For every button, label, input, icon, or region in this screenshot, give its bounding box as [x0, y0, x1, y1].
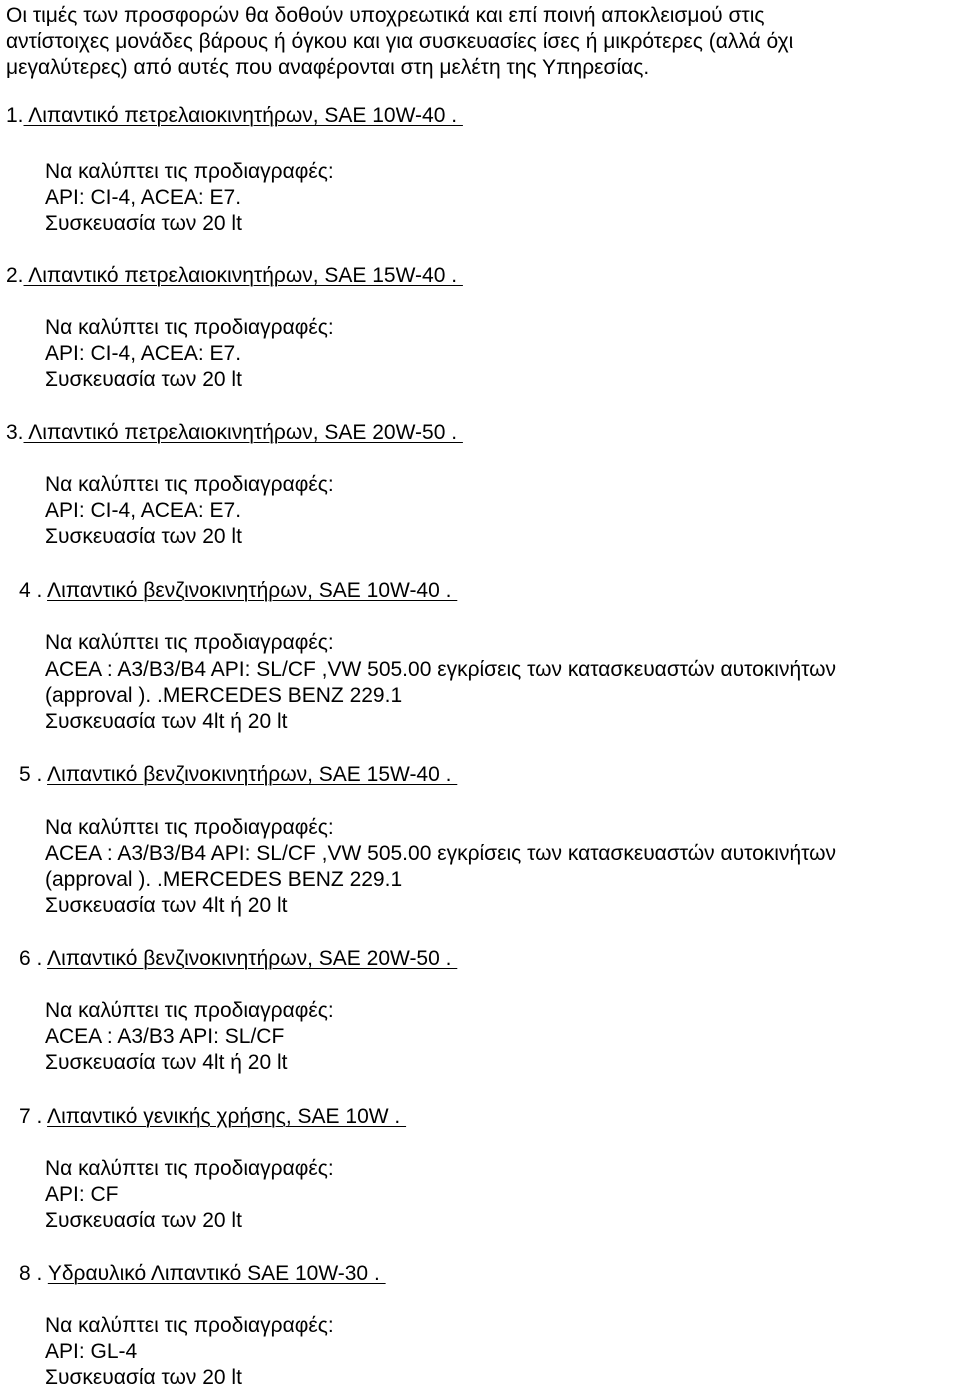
item-1-package: Συσκευασία των 20 lt — [45, 212, 242, 235]
item-number: 6 . — [19, 947, 43, 970]
item-8-package: Συσκευασία των 20 lt — [45, 1366, 242, 1389]
item-5-spec-line-1: ACEA : A3/B3/B4 API: SL/CF ,VW 505.00 εγκρίσεις των κατασκευαστών αυτοκινήτων — [45, 842, 837, 865]
item-3-title — [6, 420, 463, 446]
item-title-text: Λιπαντικό βενζινοκινητήρων, SAE 20W-50 . — [47, 947, 458, 970]
intro-line-3: μεγαλύτερες) από αυτές που αναφέρονται στη μελέτη της Υπηρεσίας. — [6, 56, 650, 79]
item-title-text: Λιπαντικό πετρελαιοκινητήρων, SAE 15W-40 . — [23, 264, 463, 287]
item-5-package: Συσκευασία των 4lt ή 20 lt — [45, 894, 288, 917]
item-1-spec-line-1: API: CI-4, ACEA: E7. — [45, 186, 242, 209]
item-title-text: Λιπαντικό πετρελαιοκινητήρων, SAE 10W-40 . — [23, 104, 463, 127]
item-1-spec-label: Να καλύπτει τις προδιαγραφές: — [45, 160, 334, 183]
item-4-spec-line-1: ACEA : A3/B3/B4 API: SL/CF ,VW 505.00 εγκρίσεις των κατασκευαστών αυτοκινήτων — [45, 658, 837, 681]
intro-paragraph — [6, 3, 954, 81]
item-3-spec-line-1: API: CI-4, ACEA: E7. — [45, 499, 242, 522]
item-number: 2. — [6, 264, 24, 287]
item-7-spec-line-1: API: CF — [45, 1183, 119, 1206]
item-6-package: Συσκευασία των 4lt ή 20 lt — [45, 1051, 288, 1074]
item-number: 1. — [6, 104, 24, 127]
item-number: 3. — [6, 421, 24, 444]
item-8-spec-line-1: API: GL-4 — [45, 1340, 138, 1363]
item-5-spec-line-2: (approval ). .MERCEDES BENZ 229.1 — [45, 868, 403, 891]
item-7-spec-label: Να καλύπτει τις προδιαγραφές: — [45, 1157, 334, 1180]
item-3-package: Συσκευασία των 20 lt — [45, 525, 242, 548]
item-5-spec-label: Να καλύπτει τις προδιαγραφές: — [45, 816, 334, 839]
item-5-title — [19, 762, 457, 788]
item-number: 5 . — [19, 763, 43, 786]
item-title-text: Λιπαντικό βενζινοκινητήρων, SAE 10W-40 . — [47, 579, 458, 602]
item-2-package: Συσκευασία των 20 lt — [45, 368, 242, 391]
item-number: 4 . — [19, 579, 43, 602]
item-2-spec-label: Να καλύπτει τις προδιαγραφές: — [45, 316, 334, 339]
item-title-text: Υδραυλικό Λιπαντικό SAE 10W-30 . — [47, 1262, 386, 1285]
item-1-title — [6, 103, 463, 129]
item-6-title — [19, 946, 457, 972]
item-title-text: Λιπαντικό γενικής χρήσης, SAE 10W . — [47, 1105, 407, 1128]
item-4-spec-label: Να καλύπτει τις προδιαγραφές: — [45, 631, 334, 654]
item-title-text: Λιπαντικό πετρελαιοκινητήρων, SAE 20W-50 . — [23, 421, 463, 444]
item-title-text: Λιπαντικό βενζινοκινητήρων, SAE 15W-40 . — [47, 763, 458, 786]
item-8-title — [19, 1261, 386, 1287]
item-number: 7 . — [19, 1105, 43, 1128]
item-7-title — [19, 1104, 406, 1130]
item-2-spec-line-1: API: CI-4, ACEA: E7. — [45, 342, 242, 365]
item-number: 8 . — [19, 1262, 43, 1285]
item-4-package: Συσκευασία των 4lt ή 20 lt — [45, 710, 288, 733]
item-4-title — [19, 578, 457, 604]
item-3-spec-label: Να καλύπτει τις προδιαγραφές: — [45, 473, 334, 496]
item-6-spec-line-1: ACEA : A3/B3 API: SL/CF — [45, 1025, 285, 1048]
intro-line-1: Οι τιμές των προσφορών θα δοθούν υποχρεωτικά και επί ποινή αποκλεισμού στις — [6, 4, 765, 27]
item-4-spec-line-2: (approval ). .MERCEDES BENZ 229.1 — [45, 684, 403, 707]
intro-line-2: αντίστοιχες μονάδες βάρους ή όγκου και για συσκευασίες ίσες ή μικρότερες (αλλά όχι — [6, 30, 794, 53]
item-8-spec-label: Να καλύπτει τις προδιαγραφές: — [45, 1314, 334, 1337]
item-7-package: Συσκευασία των 20 lt — [45, 1209, 242, 1232]
item-6-spec-label: Να καλύπτει τις προδιαγραφές: — [45, 999, 334, 1022]
item-2-title — [6, 263, 463, 289]
